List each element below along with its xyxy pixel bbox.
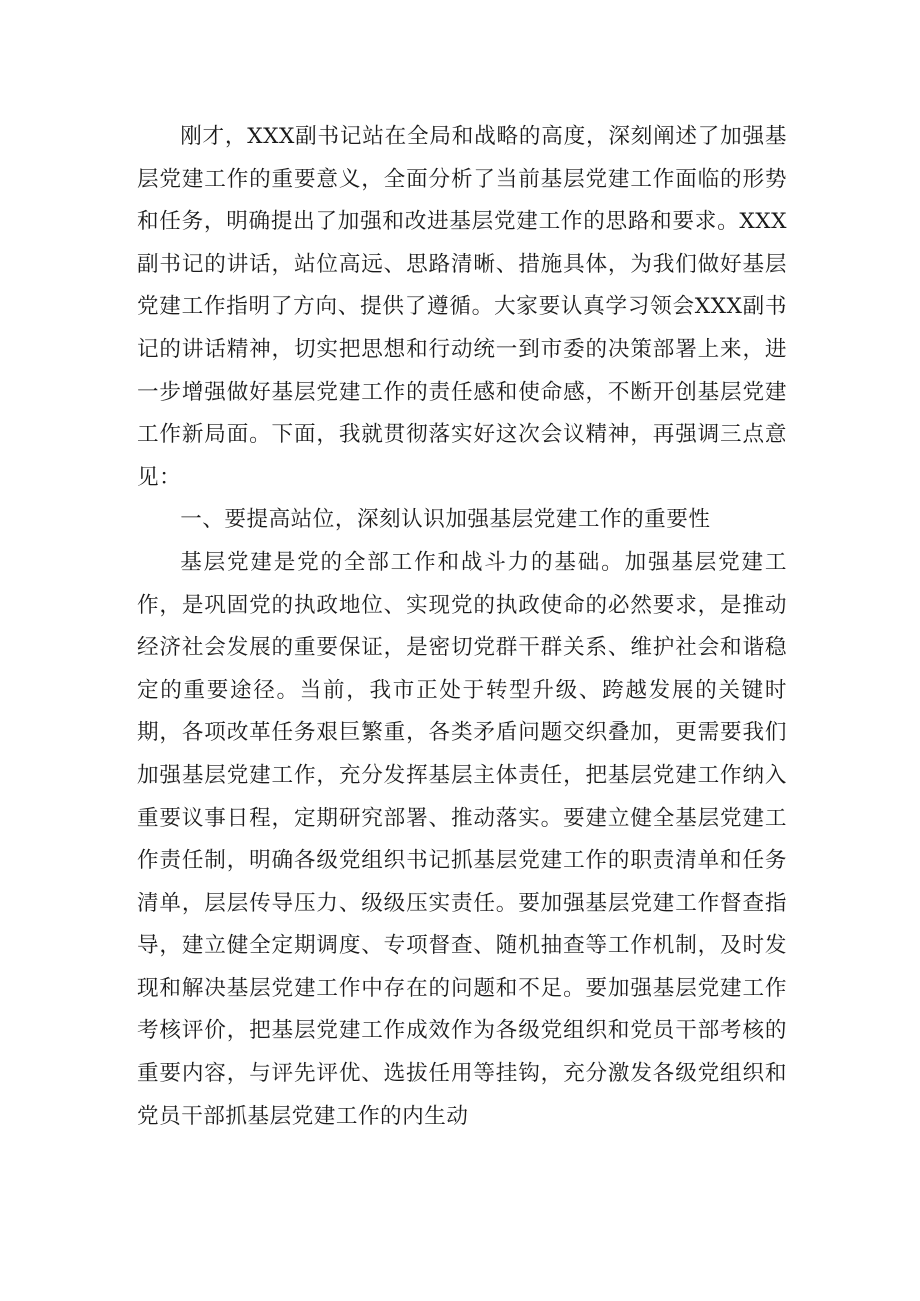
paragraph-body: 基层党建是党的全部工作和战斗力的基础。加强基层党建工作，是巩固党的执政地位、实现党的执政使命的必然要求，是推动经济社会发展的重要保证，是密切党群干群关系、维护社会和谐稳定的重要途径。当前，我市正处于转型升级、跨越发展的关键时期，各项改革任务艰巨繁重，各类矛盾问题交织叠加，更需要我们加强基层党建工作，充分发挥基层主体责任，把基层党建工作纳入重要议事日程，定期研究部署、推动落实。要建立健全基层党建工作责任制，明确各级党组织书记抓基层党建工作的职责清单和任务清单，层层传导压力、级级压实责任。要加强基层党建工作督查指导，建立健全定期调度、专项督查、随机抽查等工作机制，及时发现和解决基层党建工作中存在的问题和不足。要加强基层党建工作考核评价，把基层党建工作成效作为各级党组织和党员干部考核的重要内容，与评先评优、选拔任用等挂钩，充分激发各级党组织和党员干部抓基层党建工作的内生动 — [137, 549, 787, 1129]
paragraph-opening: 刚才，XXX副书记站在全局和战略的高度，深刻阐述了加强基层党建工作的重要意义，全面分析了当前基层党建工作面临的形势和任务，明确提出了加强和改进基层党建工作的思路和要求。XXX副书记的讲话，站位高远、思路清晰、措施具体，为我们做好基层党建工作指明了方向、提供了遵循。大家要认真学习领会XXX副书记的讲话精神，切实把思想和行动统一到市委的决策部署上来，进一步增强做好基层党建工作的责任感和使命感，不断开创基层党建工作新局面。下面，我就贯彻落实好这次会议精神，再强调三点意见： — [137, 124, 787, 490]
document-body — [137, 116, 787, 1138]
section-heading: 一、要提高站位，深刻认识加强基层党建工作的重要性 — [180, 507, 711, 533]
